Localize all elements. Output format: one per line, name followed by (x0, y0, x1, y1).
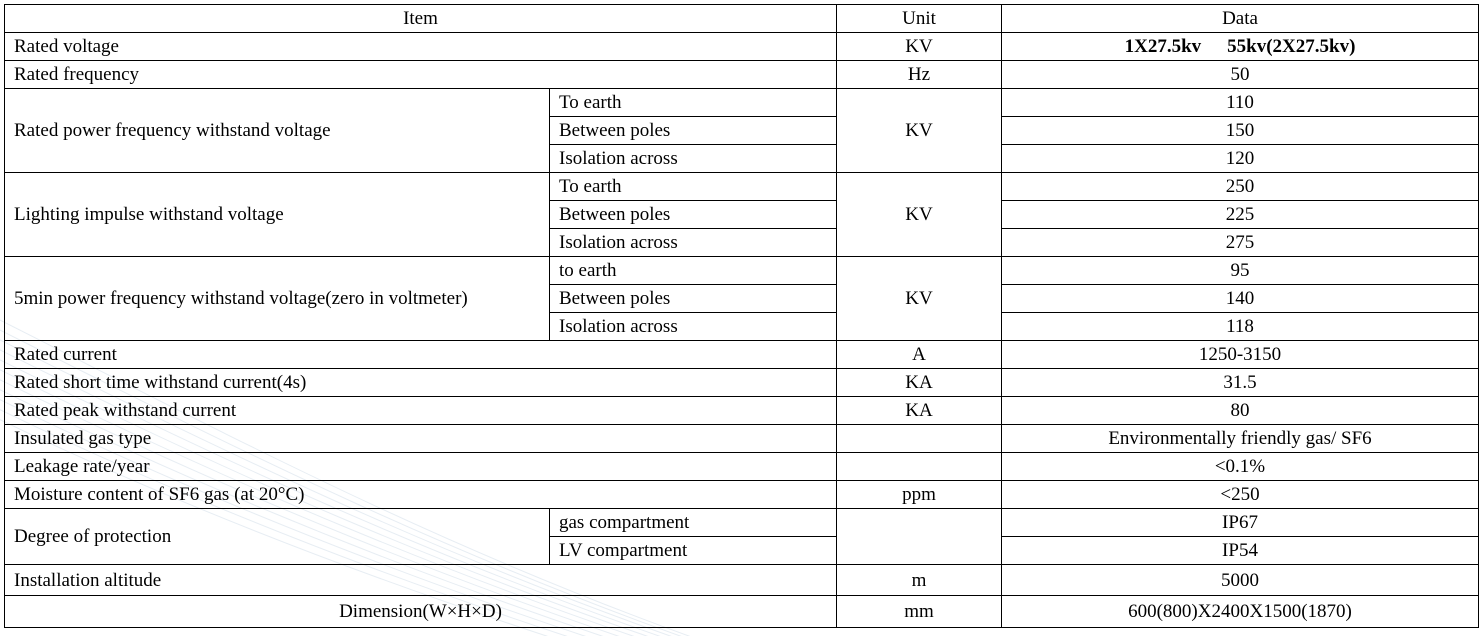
row-data: Environmentally friendly gas/ SF6 (1002, 425, 1479, 453)
rated-voltage-double: 55kv(2X27.5kv) (1227, 36, 1356, 57)
row-unit: ppm (837, 481, 1002, 509)
row-item: Rated peak withstand current (5, 397, 837, 425)
row-data: 31.5 (1002, 369, 1479, 397)
row-unit: A (837, 341, 1002, 369)
row-data: 225 (1002, 201, 1479, 229)
row-item: Rated power frequency withstand voltage (5, 89, 550, 173)
row-item: Rated frequency (5, 61, 837, 89)
row-data: 600(800)X2400X1500(1870) (1002, 596, 1479, 628)
row-unit: KV (837, 257, 1002, 341)
table-row (5, 341, 1479, 369)
row-item: Dimension(W×H×D) (5, 596, 837, 628)
row-subitem: to earth (550, 257, 837, 285)
row-subitem: Between poles (550, 201, 837, 229)
row-data: 150 (1002, 117, 1479, 145)
row-data: 50 (1002, 61, 1479, 89)
row-unit (837, 453, 1002, 481)
table-row (5, 596, 1479, 628)
row-item: Rated voltage (5, 33, 837, 61)
row-data: IP54 (1002, 537, 1479, 565)
row-unit: KV (837, 173, 1002, 257)
row-subitem: Isolation across (550, 229, 837, 257)
row-unit: KV (837, 89, 1002, 173)
row-data: 1250-3150 (1002, 341, 1479, 369)
row-item: Insulated gas type (5, 425, 837, 453)
row-subitem: To earth (550, 89, 837, 117)
row-item: Rated current (5, 341, 837, 369)
row-item: 5min power frequency withstand voltage(zero in voltmeter) (5, 257, 550, 341)
row-unit: KV (837, 33, 1002, 61)
table-row (5, 453, 1479, 481)
table-row (5, 89, 1479, 117)
row-data: 110 (1002, 89, 1479, 117)
table-row (5, 369, 1479, 397)
table-row (5, 481, 1479, 509)
row-data: 118 (1002, 313, 1479, 341)
row-data: 120 (1002, 145, 1479, 173)
table-row (5, 257, 1479, 285)
row-subitem: Isolation across (550, 145, 837, 173)
row-unit: Hz (837, 61, 1002, 89)
row-data: 95 (1002, 257, 1479, 285)
row-item: Lighting impulse withstand voltage (5, 173, 550, 257)
row-unit: KA (837, 369, 1002, 397)
row-data: 250 (1002, 173, 1479, 201)
table-row (5, 397, 1479, 425)
row-data (1002, 33, 1479, 61)
table-row (5, 425, 1479, 453)
row-item: Rated short time withstand current(4s) (5, 369, 837, 397)
row-unit: KA (837, 397, 1002, 425)
row-subitem: gas compartment (550, 509, 837, 537)
row-item: Moisture content of SF6 gas (at 20°C) (5, 481, 837, 509)
row-subitem: LV compartment (550, 537, 837, 565)
header-item: Item (5, 5, 837, 33)
spec-table (4, 4, 1479, 628)
row-item: Degree of protection (5, 509, 550, 565)
row-unit: m (837, 565, 1002, 596)
table-row (5, 33, 1479, 61)
row-data: 80 (1002, 397, 1479, 425)
row-data: 140 (1002, 285, 1479, 313)
row-subitem: Isolation across (550, 313, 837, 341)
rated-voltage-single: 1X27.5kv (1124, 36, 1202, 57)
row-data: <0.1% (1002, 453, 1479, 481)
table-row (5, 61, 1479, 89)
row-subitem: To earth (550, 173, 837, 201)
row-item: Installation altitude (5, 565, 837, 596)
row-subitem: Between poles (550, 117, 837, 145)
table-row (5, 509, 1479, 537)
row-data: 5000 (1002, 565, 1479, 596)
row-subitem: Between poles (550, 285, 837, 313)
row-unit (837, 425, 1002, 453)
row-data: 275 (1002, 229, 1479, 257)
row-data: <250 (1002, 481, 1479, 509)
row-unit (837, 509, 1002, 565)
header-data: Data (1002, 5, 1479, 33)
row-data: IP67 (1002, 509, 1479, 537)
row-item: Leakage rate/year (5, 453, 837, 481)
header-row (5, 5, 1479, 33)
table-row (5, 565, 1479, 596)
table-row (5, 173, 1479, 201)
header-unit: Unit (837, 5, 1002, 33)
row-unit: mm (837, 596, 1002, 628)
